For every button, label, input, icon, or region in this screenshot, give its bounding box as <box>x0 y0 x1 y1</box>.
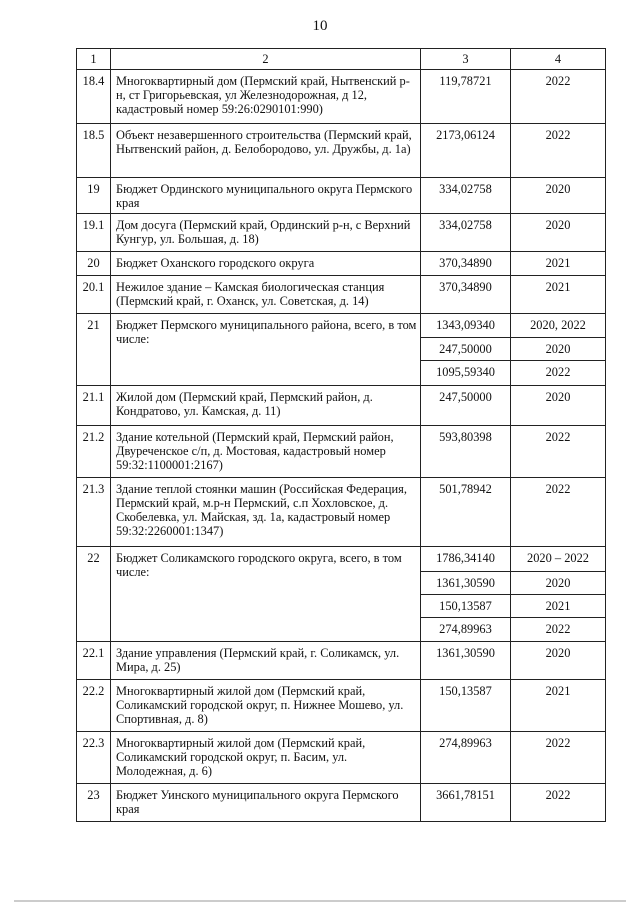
table-row <box>77 680 606 732</box>
year-cell: 2022 <box>511 618 606 642</box>
object-description: Жилой дом (Пермский край, Пермский район, д. Кондратово, ул. Камская, д. 11) <box>111 386 421 426</box>
object-description: Здание теплой стоянки машин (Российская Федерация, Пермский край, м.р-н Пермский, с.п Хохловское, д. Скобелевка, ул. Майская, зд. 1а, кадастровый номер 59:32:2260001:1347) <box>111 478 421 547</box>
row-number: 20.1 <box>77 276 111 314</box>
year-cell: 2022 <box>511 784 606 822</box>
year-cell: 2020 <box>511 572 606 595</box>
year-cell: 2021 <box>511 680 606 732</box>
object-description: Здание котельной (Пермский край, Пермский район, Двуреченское с/п, д. Мостовая, кадастровый номер 59:32:1100001:2167) <box>111 426 421 478</box>
object-description: Бюджет Соликамского городского округа, всего, в том числе: <box>111 547 421 642</box>
table-row <box>77 214 606 252</box>
object-description: Многоквартирный жилой дом (Пермский край, Соликамский городской округ, п. Нижнее Мошево, ул. Спортивная, д. 8) <box>111 680 421 732</box>
amount-cell: 370,34890 <box>421 252 511 276</box>
allocation-table <box>76 48 606 822</box>
amount-cell: 501,78942 <box>421 478 511 547</box>
object-description: Бюджет Пермского муниципального района, всего, в том числе: <box>111 314 421 386</box>
row-number: 19 <box>77 178 111 214</box>
amount-cell: 150,13587 <box>421 595 511 618</box>
amount-cell: 1361,30590 <box>421 572 511 595</box>
table-row <box>77 276 606 314</box>
row-number: 21.3 <box>77 478 111 547</box>
amount-cell: 370,34890 <box>421 276 511 314</box>
row-number: 23 <box>77 784 111 822</box>
row-number: 21.1 <box>77 386 111 426</box>
year-cell: 2020 – 2022 <box>511 547 606 572</box>
year-cell: 2020 <box>511 178 606 214</box>
object-description: Многоквартирный жилой дом (Пермский край, Соликамский городской округ, п. Басим, ул. Молодежная, д. 6) <box>111 732 421 784</box>
object-description: Бюджет Ординского муниципального округа Пермского края <box>111 178 421 214</box>
amount-cell: 334,02758 <box>421 178 511 214</box>
amount-cell: 274,89963 <box>421 618 511 642</box>
row-number: 22.1 <box>77 642 111 680</box>
amount-cell: 334,02758 <box>421 214 511 252</box>
row-number: 18.4 <box>77 70 111 124</box>
object-description: Нежилое здание – Камская биологическая станция (Пермский край, г. Оханск, ул. Советская, д. 14) <box>111 276 421 314</box>
object-description: Объект незавершенного строительства (Пермский край, Нытвенский район, д. Белобородово, ул. Дружбы, д. 1а) <box>111 124 421 178</box>
object-description: Дом досуга (Пермский край, Ординский р-н, с Верхний Кунгур, ул. Большая, д. 18) <box>111 214 421 252</box>
object-description: Бюджет Уинского муниципального округа Пермского края <box>111 784 421 822</box>
amount-cell: 274,89963 <box>421 732 511 784</box>
table-row <box>77 784 606 822</box>
row-number: 21 <box>77 314 111 386</box>
amount-cell: 150,13587 <box>421 680 511 732</box>
table-row <box>77 478 606 547</box>
header-col-2: 2 <box>111 49 421 70</box>
table-row <box>77 252 606 276</box>
amount-cell: 2173,06124 <box>421 124 511 178</box>
row-number: 22.2 <box>77 680 111 732</box>
object-description: Бюджет Оханского городского округа <box>111 252 421 276</box>
year-cell: 2020 <box>511 214 606 252</box>
year-cell: 2021 <box>511 252 606 276</box>
amount-cell: 247,50000 <box>421 338 511 361</box>
table-row <box>77 70 606 124</box>
page-edge-line <box>14 900 626 902</box>
amount-cell: 593,80398 <box>421 426 511 478</box>
table-row <box>77 732 606 784</box>
header-col-3: 3 <box>421 49 511 70</box>
row-number: 21.2 <box>77 426 111 478</box>
row-number: 19.1 <box>77 214 111 252</box>
year-cell: 2020 <box>511 642 606 680</box>
amount-cell: 1095,59340 <box>421 361 511 386</box>
table-row <box>77 124 606 178</box>
table-header-row <box>77 49 606 70</box>
amount-cell: 3661,78151 <box>421 784 511 822</box>
year-cell: 2022 <box>511 361 606 386</box>
row-number: 18.5 <box>77 124 111 178</box>
year-cell: 2022 <box>511 426 606 478</box>
table-body <box>77 70 606 822</box>
header-col-4: 4 <box>511 49 606 70</box>
object-description: Многоквартирный дом (Пермский край, Нытвенский р-н, ст Григорьевская, ул Железнодорожная, д 12, кадастровый номер 59:26:0290101:990) <box>111 70 421 124</box>
table-row <box>77 178 606 214</box>
row-number: 20 <box>77 252 111 276</box>
amount-cell: 1361,30590 <box>421 642 511 680</box>
year-cell: 2022 <box>511 478 606 547</box>
page-number: 10 <box>312 18 328 34</box>
table-row <box>77 642 606 680</box>
table-row <box>77 426 606 478</box>
amount-cell: 1343,09340 <box>421 314 511 338</box>
year-cell: 2021 <box>511 276 606 314</box>
year-cell: 2022 <box>511 70 606 124</box>
year-cell: 2020 <box>511 386 606 426</box>
year-cell: 2020 <box>511 338 606 361</box>
row-number: 22.3 <box>77 732 111 784</box>
object-description: Здание управления (Пермский край, г. Соликамск, ул. Мира, д. 25) <box>111 642 421 680</box>
year-cell: 2021 <box>511 595 606 618</box>
amount-cell: 119,78721 <box>421 70 511 124</box>
year-cell: 2022 <box>511 124 606 178</box>
amount-cell: 247,50000 <box>421 386 511 426</box>
amount-cell: 1786,34140 <box>421 547 511 572</box>
year-cell: 2022 <box>511 732 606 784</box>
header-col-1: 1 <box>77 49 111 70</box>
row-number: 22 <box>77 547 111 642</box>
table-row <box>77 386 606 426</box>
table-row <box>77 547 606 572</box>
year-cell: 2020, 2022 <box>511 314 606 338</box>
table-row <box>77 314 606 338</box>
